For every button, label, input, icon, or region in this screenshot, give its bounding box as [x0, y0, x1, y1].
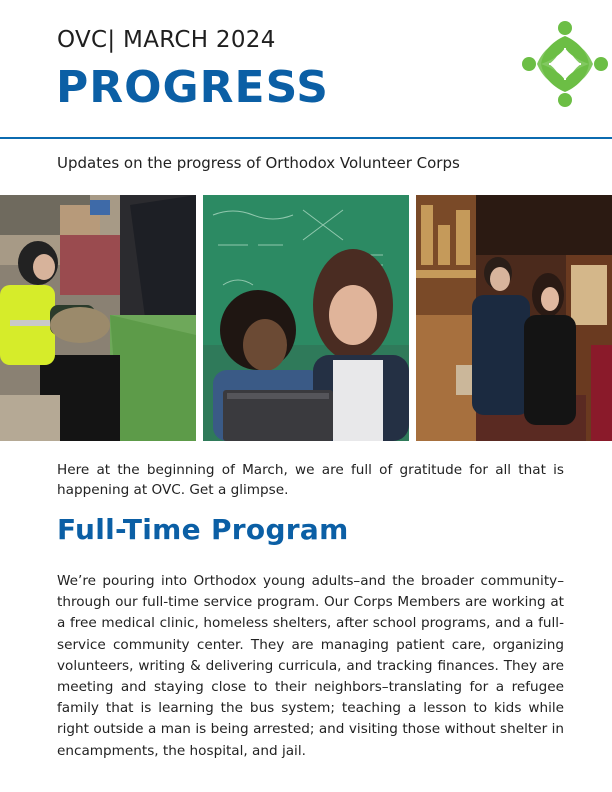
newsletter-eyebrow: OVC| MARCH 2024 — [57, 27, 276, 53]
photo-church-visit — [416, 195, 612, 441]
photo-outreach-volunteer — [0, 195, 196, 441]
photo-tutoring-student — [203, 195, 409, 441]
intro-paragraph: Here at the beginning of March, we are full of gratitude for all that is happening at OVC. Get a glimpse. — [57, 462, 564, 498]
header-divider — [0, 137, 612, 139]
section-body: We’re pouring into Orthodox young adults–and the broader community–through our full-time service program. Our Corps Members are working at a free medical clinic, homeless shelters, after school programs, and a full-service community center. They are managing patient care, organizing volunteers, writing & delivering curricula, and tracking finances. They are meeting and staying close to their neighbors–translating for a refugee family that is learning the bus system; teaching a lesson to kids while right outside a man is being arrested; and visiting those without shelter in encampments, the hospital, and jail. — [57, 573, 564, 759]
page-title: PROGRESS — [56, 62, 329, 113]
four-figure-cross-logo-icon — [521, 20, 609, 108]
page-subtitle: Updates on the progress of Orthodox Volunteer Corps — [57, 154, 460, 172]
section-heading: Full-Time Program — [57, 513, 349, 546]
